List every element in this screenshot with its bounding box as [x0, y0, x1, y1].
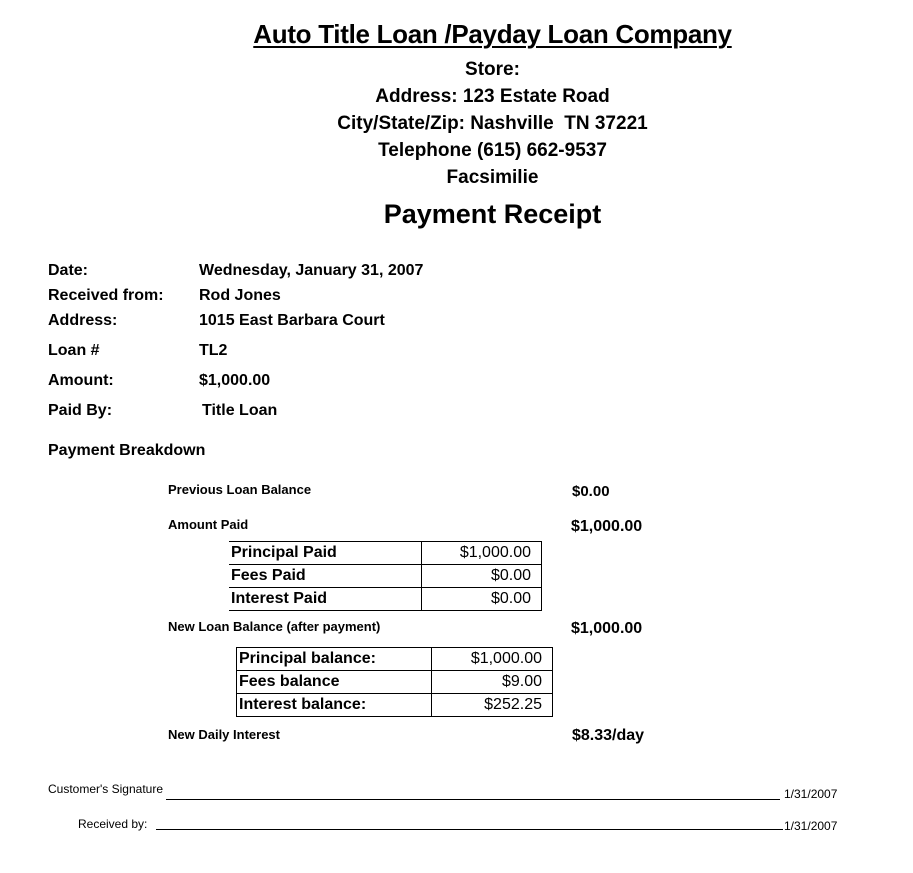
amount-value: $1,000.00 [199, 372, 271, 389]
received-from-label: Received from: [48, 287, 164, 304]
previous-balance-value: $0.00 [572, 483, 610, 500]
table-row [237, 694, 553, 717]
received-by-label: Received by: [78, 817, 148, 831]
amount-label: Amount: [48, 372, 114, 389]
address-label: Address: [48, 312, 118, 329]
interest-balance-label: Interest balance: [237, 694, 432, 717]
date-value: Wednesday, January 31, 2007 [199, 262, 424, 279]
table-row [229, 542, 542, 565]
previous-balance-label: Previous Loan Balance [168, 482, 312, 497]
fees-paid-value: $0.00 [422, 565, 542, 588]
loan-number-label: Loan # [48, 342, 100, 359]
new-balance-label: New Loan Balance (after payment) [168, 619, 381, 634]
payment-breakdown-heading: Payment Breakdown [48, 442, 206, 459]
principal-paid-value: $1,000.00 [422, 542, 542, 565]
amount-paid-value: $1,000.00 [571, 518, 643, 535]
store-city-state-zip: City/State/Zip: Nashville TN 37221 [337, 113, 648, 134]
received-from-value: Rod Jones [199, 287, 281, 304]
amount-paid-table [229, 541, 542, 611]
date-label: Date: [48, 262, 89, 279]
fees-balance-label: Fees balance [237, 671, 432, 694]
interest-paid-label: Interest Paid [229, 588, 422, 611]
store-fax: Facsimilie [446, 167, 539, 188]
table-row [229, 565, 542, 588]
store-telephone: Telephone (615) 662-9537 [378, 140, 607, 161]
daily-interest-label: New Daily Interest [168, 727, 280, 742]
table-row [237, 648, 553, 671]
company-name: Auto Title Loan /Payday Loan Company [253, 19, 732, 49]
address-value: 1015 East Barbara Court [199, 312, 385, 329]
amount-paid-label: Amount Paid [168, 517, 249, 532]
interest-paid-value: $0.00 [422, 588, 542, 611]
loan-number-value: TL2 [199, 342, 228, 359]
principal-paid-label: Principal Paid [229, 542, 422, 565]
customer-signature-line[interactable] [166, 799, 780, 800]
store-line: Store: [465, 59, 520, 80]
new-balance-table [236, 647, 553, 717]
new-balance-value: $1,000.00 [571, 620, 643, 637]
table-row [237, 671, 553, 694]
daily-interest-value: $8.33/day [572, 727, 645, 744]
table-row [229, 588, 542, 611]
fees-paid-label: Fees Paid [229, 565, 422, 588]
received-by-line[interactable] [156, 829, 783, 830]
principal-balance-label: Principal balance: [237, 648, 432, 671]
fees-balance-value: $9.00 [432, 671, 553, 694]
customer-signature-label: Customer's Signature [48, 782, 164, 796]
paid-by-value: Title Loan [202, 402, 278, 419]
store-address: Address: 123 Estate Road [375, 86, 610, 107]
principal-balance-value: $1,000.00 [432, 648, 553, 671]
received-by-date: 1/31/2007 [784, 819, 838, 833]
paid-by-label: Paid By: [48, 402, 113, 419]
receipt-title: Payment Receipt [383, 199, 602, 229]
interest-balance-value: $252.25 [432, 694, 553, 717]
customer-signature-date: 1/31/2007 [784, 787, 838, 801]
